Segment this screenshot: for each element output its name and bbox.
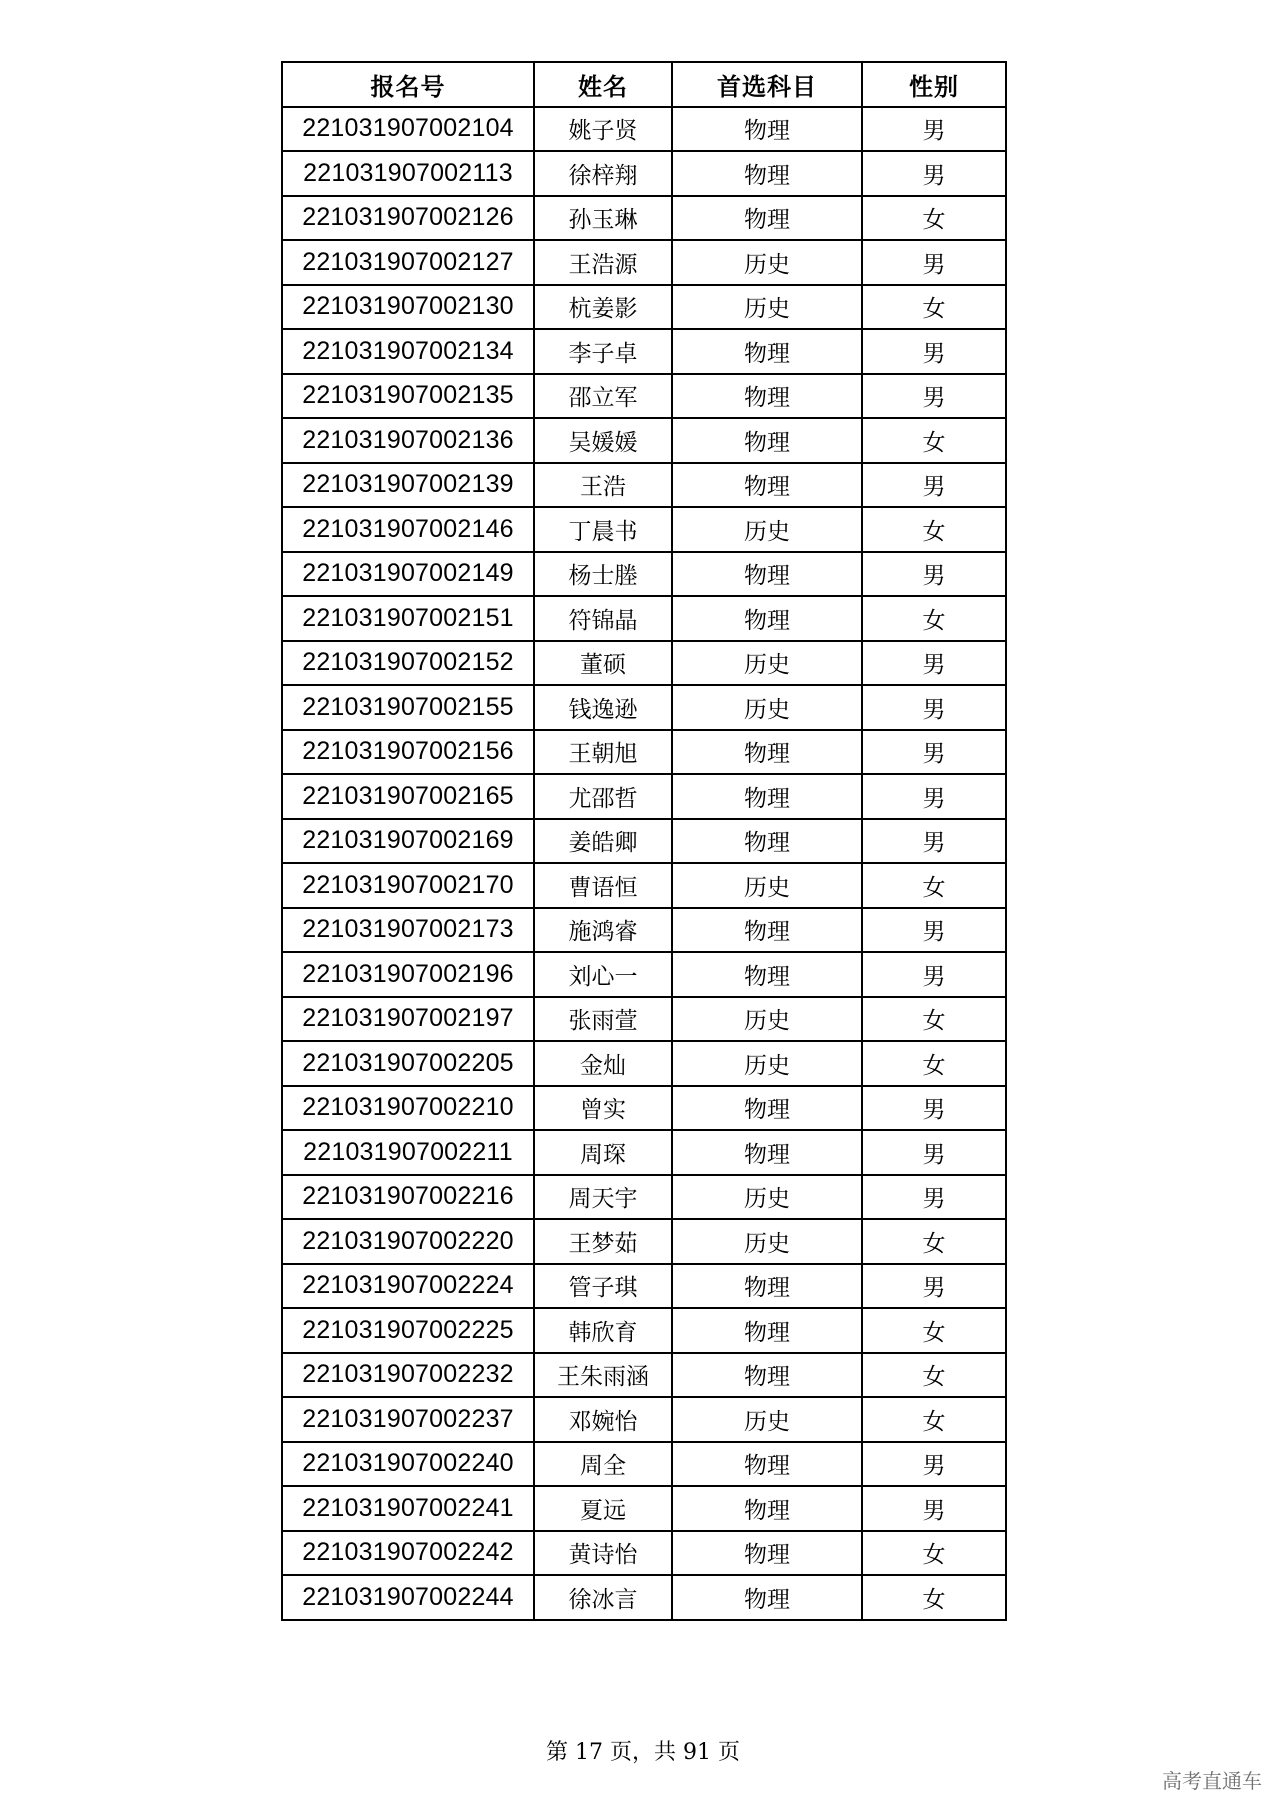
table-row	[282, 240, 1006, 285]
cell-name: 刘心一	[534, 952, 672, 997]
table-row	[282, 285, 1006, 330]
cell-registration-number: 221031907002155	[282, 685, 534, 730]
cell-name: 杭姜影	[534, 285, 672, 330]
cell-primary-subject: 物理	[672, 1308, 862, 1353]
cell-name: 周天宇	[534, 1175, 672, 1220]
cell-name: 施鸿睿	[534, 908, 672, 953]
cell-registration-number: 221031907002126	[282, 196, 534, 241]
cell-gender: 女	[862, 1397, 1006, 1442]
cell-name: 董硕	[534, 641, 672, 686]
cell-registration-number: 221031907002173	[282, 908, 534, 953]
cell-gender: 男	[862, 463, 1006, 508]
cell-primary-subject: 物理	[672, 1442, 862, 1487]
cell-registration-number: 221031907002232	[282, 1353, 534, 1398]
cell-primary-subject: 物理	[672, 1575, 862, 1620]
cell-registration-number: 221031907002242	[282, 1531, 534, 1576]
cell-gender: 男	[862, 1086, 1006, 1131]
table-row	[282, 997, 1006, 1042]
table-row	[282, 1353, 1006, 1398]
table-row	[282, 1041, 1006, 1086]
cell-registration-number: 221031907002139	[282, 463, 534, 508]
cell-name: 韩欣育	[534, 1308, 672, 1353]
header-gender: 性别	[862, 62, 1006, 107]
cell-gender: 男	[862, 1486, 1006, 1531]
cell-registration-number: 221031907002127	[282, 240, 534, 285]
cell-name: 姚子贤	[534, 107, 672, 152]
table-row	[282, 329, 1006, 374]
cell-registration-number: 221031907002136	[282, 418, 534, 463]
cell-registration-number: 221031907002211	[282, 1130, 534, 1175]
table-row	[282, 1575, 1006, 1620]
cell-gender: 女	[862, 418, 1006, 463]
table-row	[282, 774, 1006, 819]
table-row	[282, 1130, 1006, 1175]
cell-primary-subject: 历史	[672, 1397, 862, 1442]
table-row	[282, 908, 1006, 953]
cell-registration-number: 221031907002244	[282, 1575, 534, 1620]
cell-primary-subject: 物理	[672, 1486, 862, 1531]
cell-gender: 女	[862, 196, 1006, 241]
cell-registration-number: 221031907002196	[282, 952, 534, 997]
cell-name: 孙玉琳	[534, 196, 672, 241]
cell-name: 尤邵哲	[534, 774, 672, 819]
cell-primary-subject: 物理	[672, 1130, 862, 1175]
cell-gender: 男	[862, 1175, 1006, 1220]
cell-gender: 女	[862, 1353, 1006, 1398]
cell-primary-subject: 物理	[672, 463, 862, 508]
cell-gender: 女	[862, 997, 1006, 1042]
cell-gender: 男	[862, 908, 1006, 953]
table-row	[282, 1219, 1006, 1264]
candidate-table	[281, 61, 1007, 1621]
cell-primary-subject: 历史	[672, 285, 862, 330]
cell-registration-number: 221031907002241	[282, 1486, 534, 1531]
cell-name: 邵立军	[534, 374, 672, 419]
cell-gender: 女	[862, 1308, 1006, 1353]
cell-registration-number: 221031907002240	[282, 1442, 534, 1487]
table-row	[282, 1486, 1006, 1531]
table-row	[282, 730, 1006, 775]
cell-gender: 男	[862, 641, 1006, 686]
cell-registration-number: 221031907002156	[282, 730, 534, 775]
table-row	[282, 552, 1006, 597]
cell-primary-subject: 历史	[672, 1175, 862, 1220]
header-primary-subject: 首选科目	[672, 62, 862, 107]
cell-gender: 男	[862, 685, 1006, 730]
cell-name: 姜皓卿	[534, 819, 672, 864]
cell-primary-subject: 历史	[672, 863, 862, 908]
cell-primary-subject: 物理	[672, 552, 862, 597]
cell-primary-subject: 历史	[672, 1041, 862, 1086]
cell-registration-number: 221031907002170	[282, 863, 534, 908]
cell-primary-subject: 物理	[672, 151, 862, 196]
cell-gender: 男	[862, 240, 1006, 285]
cell-registration-number: 221031907002225	[282, 1308, 534, 1353]
cell-gender: 男	[862, 819, 1006, 864]
cell-primary-subject: 物理	[672, 952, 862, 997]
cell-name: 黄诗怡	[534, 1531, 672, 1576]
cell-registration-number: 221031907002113	[282, 151, 534, 196]
table-row	[282, 685, 1006, 730]
cell-gender: 男	[862, 1442, 1006, 1487]
cell-name: 丁晨书	[534, 507, 672, 552]
cell-registration-number: 221031907002165	[282, 774, 534, 819]
cell-registration-number: 221031907002237	[282, 1397, 534, 1442]
cell-name: 钱逸逊	[534, 685, 672, 730]
cell-gender: 男	[862, 1264, 1006, 1309]
cell-primary-subject: 历史	[672, 685, 862, 730]
table-row	[282, 641, 1006, 686]
cell-primary-subject: 历史	[672, 240, 862, 285]
cell-gender: 女	[862, 596, 1006, 641]
cell-gender: 男	[862, 1130, 1006, 1175]
cell-name: 周全	[534, 1442, 672, 1487]
table-body	[282, 107, 1006, 1620]
cell-gender: 男	[862, 774, 1006, 819]
cell-primary-subject: 物理	[672, 596, 862, 641]
table-row	[282, 596, 1006, 641]
cell-name: 徐梓翔	[534, 151, 672, 196]
cell-primary-subject: 物理	[672, 1264, 862, 1309]
table-row	[282, 819, 1006, 864]
cell-name: 王朱雨涵	[534, 1353, 672, 1398]
cell-registration-number: 221031907002197	[282, 997, 534, 1042]
table-row	[282, 1531, 1006, 1576]
table-row	[282, 1308, 1006, 1353]
cell-primary-subject: 历史	[672, 1219, 862, 1264]
table-row	[282, 1264, 1006, 1309]
cell-gender: 男	[862, 952, 1006, 997]
cell-gender: 男	[862, 107, 1006, 152]
cell-name: 金灿	[534, 1041, 672, 1086]
header-name: 姓名	[534, 62, 672, 107]
table-row	[282, 107, 1006, 152]
cell-name: 杨士塍	[534, 552, 672, 597]
table-row	[282, 507, 1006, 552]
cell-primary-subject: 物理	[672, 418, 862, 463]
table-row	[282, 418, 1006, 463]
table-row	[282, 1397, 1006, 1442]
cell-gender: 女	[862, 507, 1006, 552]
cell-registration-number: 221031907002130	[282, 285, 534, 330]
cell-primary-subject: 物理	[672, 908, 862, 953]
cell-name: 邓婉怡	[534, 1397, 672, 1442]
cell-registration-number: 221031907002210	[282, 1086, 534, 1131]
cell-registration-number: 221031907002152	[282, 641, 534, 686]
cell-gender: 女	[862, 285, 1006, 330]
cell-name: 曹语恒	[534, 863, 672, 908]
table-row	[282, 463, 1006, 508]
cell-gender: 男	[862, 374, 1006, 419]
cell-primary-subject: 物理	[672, 196, 862, 241]
table-row	[282, 196, 1006, 241]
table-row	[282, 863, 1006, 908]
cell-primary-subject: 物理	[672, 1353, 862, 1398]
cell-name: 曾实	[534, 1086, 672, 1131]
table-row	[282, 374, 1006, 419]
table-row	[282, 952, 1006, 997]
cell-registration-number: 221031907002224	[282, 1264, 534, 1309]
cell-name: 符锦晶	[534, 596, 672, 641]
cell-name: 王朝旭	[534, 730, 672, 775]
table-header-row	[282, 62, 1006, 107]
cell-registration-number: 221031907002135	[282, 374, 534, 419]
cell-registration-number: 221031907002220	[282, 1219, 534, 1264]
table-row	[282, 1086, 1006, 1131]
cell-gender: 男	[862, 552, 1006, 597]
page-number-footer: 第 17 页，共 91 页	[546, 1740, 740, 1765]
cell-registration-number: 221031907002146	[282, 507, 534, 552]
cell-name: 管子琪	[534, 1264, 672, 1309]
cell-primary-subject: 历史	[672, 641, 862, 686]
cell-registration-number: 221031907002216	[282, 1175, 534, 1220]
cell-name: 徐冰言	[534, 1575, 672, 1620]
watermark-logo-text: 高考直通车	[1162, 1769, 1262, 1793]
cell-primary-subject: 物理	[672, 329, 862, 374]
cell-name: 王梦茹	[534, 1219, 672, 1264]
cell-primary-subject: 物理	[672, 730, 862, 775]
cell-registration-number: 221031907002169	[282, 819, 534, 864]
cell-gender: 女	[862, 1531, 1006, 1576]
cell-gender: 女	[862, 1575, 1006, 1620]
table-row	[282, 1442, 1006, 1487]
cell-gender: 男	[862, 151, 1006, 196]
cell-primary-subject: 物理	[672, 1531, 862, 1576]
cell-name: 张雨萱	[534, 997, 672, 1042]
cell-primary-subject: 物理	[672, 374, 862, 419]
cell-gender: 男	[862, 329, 1006, 374]
cell-gender: 女	[862, 1041, 1006, 1086]
cell-registration-number: 221031907002134	[282, 329, 534, 374]
table-row	[282, 1175, 1006, 1220]
cell-registration-number: 221031907002149	[282, 552, 534, 597]
cell-gender: 女	[862, 1219, 1006, 1264]
cell-registration-number: 221031907002205	[282, 1041, 534, 1086]
cell-name: 王浩	[534, 463, 672, 508]
cell-name: 王浩源	[534, 240, 672, 285]
header-registration-number: 报名号	[282, 62, 534, 107]
cell-primary-subject: 物理	[672, 819, 862, 864]
cell-gender: 男	[862, 730, 1006, 775]
cell-name: 李子卓	[534, 329, 672, 374]
cell-primary-subject: 物理	[672, 107, 862, 152]
cell-registration-number: 221031907002151	[282, 596, 534, 641]
cell-name: 周琛	[534, 1130, 672, 1175]
table-row	[282, 151, 1006, 196]
cell-primary-subject: 物理	[672, 774, 862, 819]
cell-name: 夏远	[534, 1486, 672, 1531]
cell-registration-number: 221031907002104	[282, 107, 534, 152]
cell-primary-subject: 历史	[672, 997, 862, 1042]
cell-primary-subject: 物理	[672, 1086, 862, 1131]
cell-name: 吴媛媛	[534, 418, 672, 463]
cell-gender: 女	[862, 863, 1006, 908]
cell-primary-subject: 历史	[672, 507, 862, 552]
